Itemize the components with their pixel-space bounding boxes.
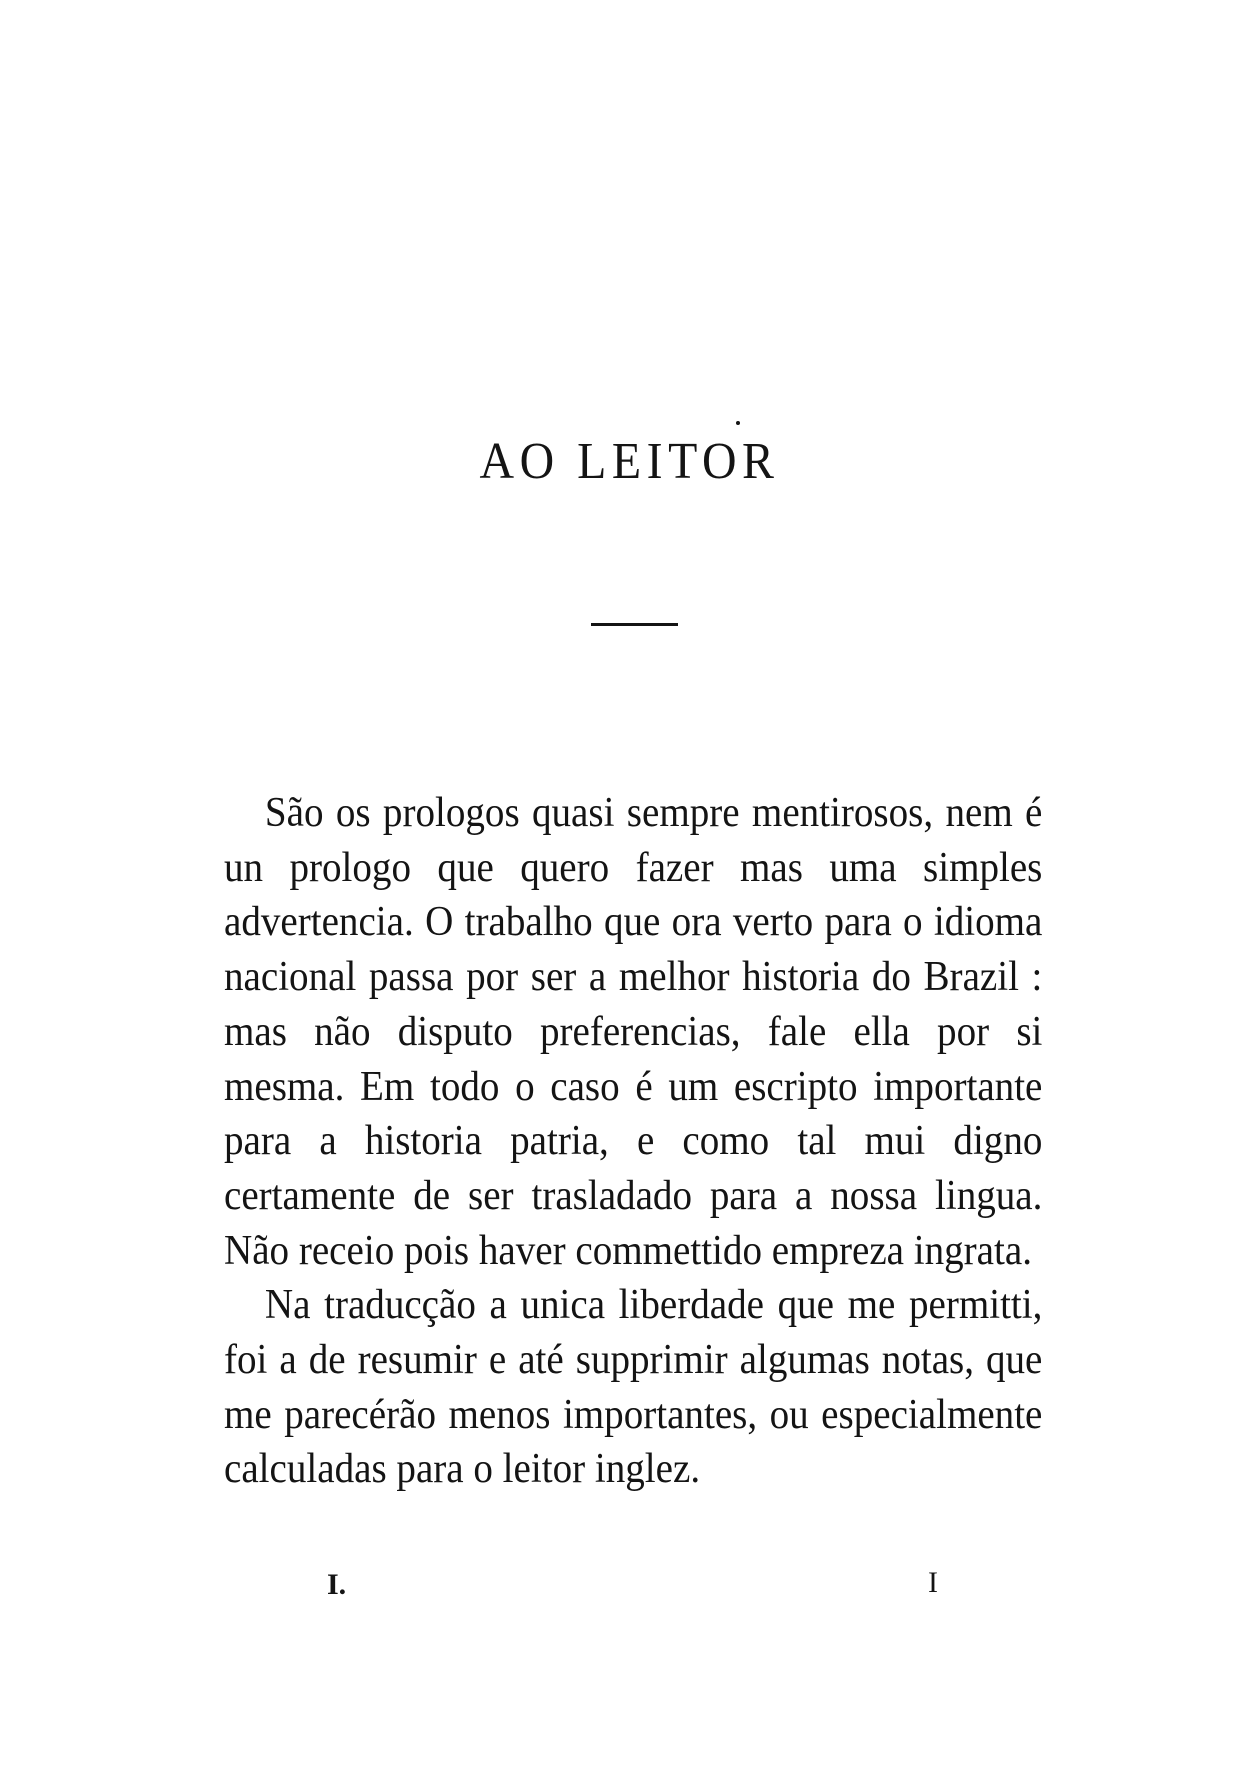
signature-mark: I. — [327, 1568, 347, 1601]
title-rule — [591, 623, 678, 626]
body-text — [224, 786, 1042, 1497]
page-number: I — [928, 1566, 938, 1599]
paragraph-1: São os prologos quasi sempre mentirosos, nem é un prologo que quero fazer mas uma simples advertencia. O trabalho que ora verto para o idioma nacional passa por ser a melhor historia do Brazil : mas não disputo preferencias, fale ella por si mesma. Em todo o caso é um escripto importante para a historia patria, e como tal mui digno certamente de ser trasladado para a nossa lingua. Não receio pois haver commettido empreza ingrata. — [224, 790, 1043, 1274]
page-title: AO LEITOR — [479, 433, 780, 490]
printer-dot — [736, 421, 740, 425]
paragraph-2: Na traducção a unica liberdade que me permitti, foi a de resumir e até supprimir algumas notas, que me parecérão menos importantes, ou especialmente calculadas para o leitor inglez. — [224, 1282, 1043, 1493]
